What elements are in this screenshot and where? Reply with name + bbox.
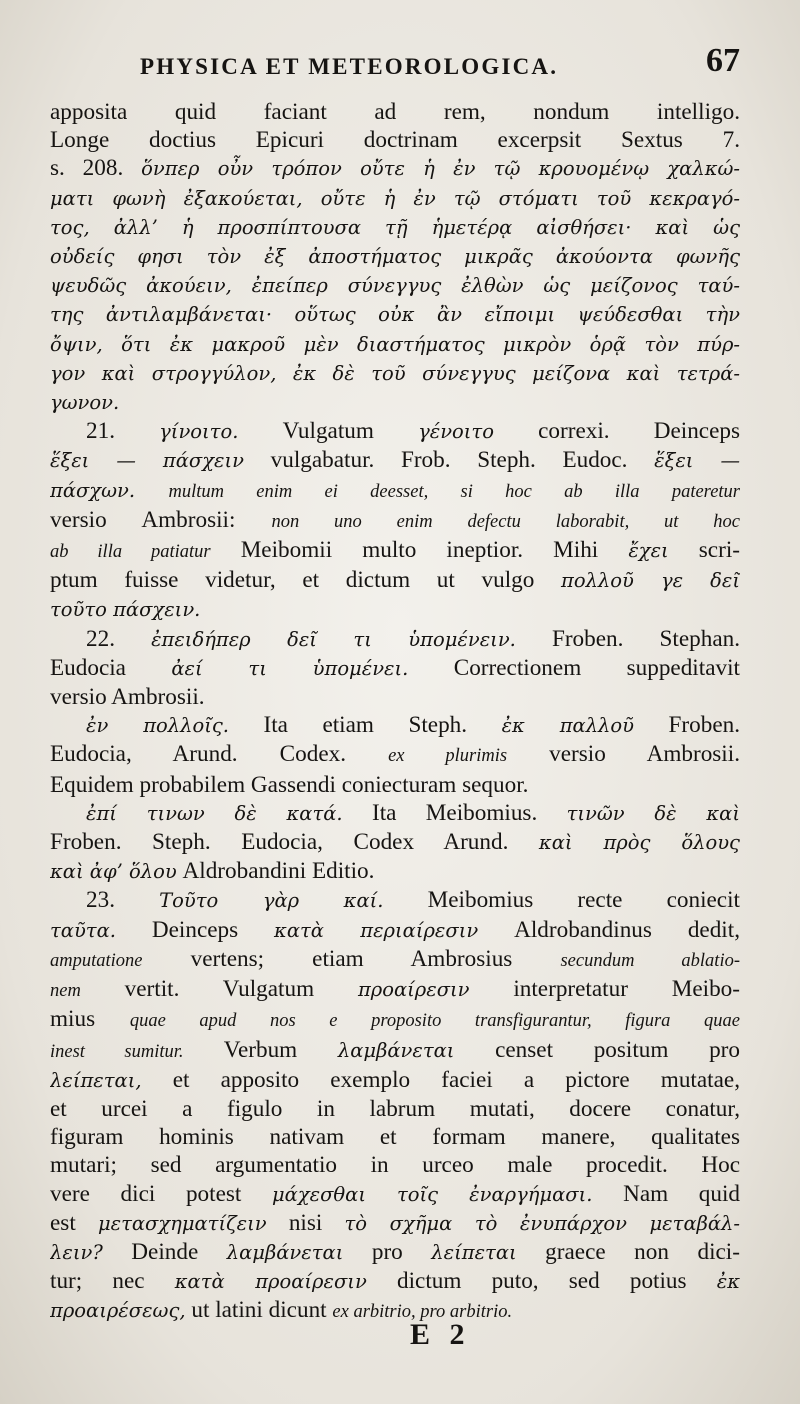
latin-text: s. 208.	[50, 155, 142, 182]
latin-text: 21.	[86, 418, 160, 445]
greek-text: γωνον.	[50, 391, 120, 415]
greek-text: ὄψιν, ὅτι ἐκ μακροῦ μὲν διαστήματος μικρὸν ὁρᾷ τὸν πύρ-	[50, 332, 740, 356]
text-line	[50, 1267, 740, 1296]
greek-text: λείπεται,	[50, 1068, 142, 1092]
latin-text: versio Ambrosii:	[50, 506, 272, 533]
greek-text: λαμβάνεται	[226, 1240, 344, 1264]
text-line	[50, 536, 740, 566]
greek-text: ματι φωνὴ ἐξακούεται, οὔτε ἡ ἐν τῷ στόματι τοῦ κεκραγό-	[50, 186, 740, 210]
latin-text: correxi. Deinceps	[493, 418, 740, 445]
greek-text: ἐκ παλλοῦ	[501, 714, 635, 738]
latin-text: Froben. Steph. Eudocia, Codex Arund.	[50, 829, 539, 856]
text-line	[50, 1005, 740, 1035]
text-line	[50, 1095, 740, 1123]
greek-text: προαίρεσιν	[357, 978, 470, 1002]
latin-text: Longe doctius Epicuri doctrinam excerpsit Sextus 7.	[50, 127, 740, 154]
greek-text: πάσχων.	[50, 478, 136, 502]
latin-text: censet positum pro	[454, 1036, 740, 1063]
greek-text: καὶ ἀφ’ ὅλου	[50, 860, 177, 884]
latin-text: est	[50, 1209, 98, 1236]
text-line	[50, 446, 740, 475]
page-number: 67	[706, 42, 740, 79]
italic-text: secundum ablatio-	[560, 950, 740, 971]
text-line	[50, 1151, 740, 1179]
latin-text: Nam quid	[592, 1180, 740, 1207]
latin-text: nisi	[266, 1209, 345, 1236]
text-line	[50, 506, 740, 536]
text-line	[50, 154, 740, 183]
latin-text: vulgabatur. Frob. Steph. Eudoc.	[243, 447, 655, 474]
italic-text: multum enim ei deesset, si hoc ab illa pateretur	[168, 481, 740, 502]
greek-text: ἀεί τι ὑπομένει.	[171, 656, 409, 680]
text-line	[50, 916, 740, 945]
text-line	[50, 1123, 740, 1151]
greek-text: Τοῦτο γὰρ καί.	[159, 889, 384, 913]
greek-text: πολλοῦ γε δεῖ	[561, 569, 740, 593]
italic-text: amputatione	[50, 950, 143, 971]
greek-text: κατὰ περιαίρεσιν	[274, 918, 479, 942]
text-line	[50, 1036, 740, 1066]
greek-text: μετασχηματίζειν	[97, 1211, 267, 1235]
greek-text: ψευδῶς ἀκούειν, ἐπείπερ σύνεγγυς ἐλθὼν ὡς μείζονος ταύ-	[50, 274, 740, 298]
latin-text: graece non dici-	[516, 1238, 740, 1265]
greek-text: κατὰ προαίρεσιν	[174, 1270, 367, 1294]
text-line	[50, 213, 740, 242]
latin-text: 22.	[86, 625, 152, 652]
latin-text: Vulgatum	[238, 418, 419, 445]
greek-text: λαμβάνεται	[337, 1038, 455, 1062]
latin-text: tur; nec	[50, 1268, 175, 1295]
latin-text: pro	[343, 1238, 432, 1265]
greek-text: τὸ σχῆμα τὸ ἐνυπάρχον μεταβάλ-	[344, 1211, 740, 1235]
latin-text: vere dici potest	[50, 1180, 272, 1207]
text-line	[50, 595, 740, 624]
greek-text: ταῦτα.	[50, 918, 116, 942]
latin-text: et apposito exemplo faciei a pictore mutatae,	[141, 1066, 740, 1093]
latin-text: Equidem probabilem Gassendi coniecturam sequor.	[50, 771, 529, 798]
text-line	[50, 799, 740, 828]
greek-text: λείπεται	[431, 1240, 517, 1264]
text-line	[50, 828, 740, 857]
signature-mark: E 2	[410, 1318, 471, 1351]
greek-text: ἐπειδήπερ δεῖ τι ὑπομένειν.	[151, 627, 516, 651]
text-line	[50, 1296, 740, 1326]
latin-text: Eudocia, Arund. Codex.	[50, 741, 389, 768]
latin-text: mius	[50, 1006, 130, 1033]
greek-text: τινῶν δὲ καὶ	[566, 801, 740, 825]
latin-text: Aldrobandinus dedit,	[478, 916, 740, 943]
latin-text: dictum puto, sed potius	[366, 1268, 717, 1295]
italic-text: quae apud nos e proposito transfigurantur, figura quae	[129, 1011, 740, 1032]
latin-text: 23.	[86, 887, 160, 914]
greek-text: ἕξει — πάσχειν	[50, 449, 244, 473]
latin-text: interpretatur Meibo-	[469, 976, 740, 1003]
italic-text: nem	[50, 981, 81, 1002]
greek-text: μάχεσθαι τοῖς ἐναργήμασι.	[271, 1182, 593, 1206]
text-line	[50, 886, 740, 915]
latin-text: Froben. Stephan.	[515, 625, 740, 652]
latin-text: mutari; sed argumentatio in urceo male procedit. Hoc	[50, 1152, 740, 1179]
text-line	[50, 566, 740, 595]
text-line	[50, 1238, 740, 1267]
body-text	[50, 98, 740, 1327]
latin-text	[135, 477, 168, 503]
latin-text: Deinde	[102, 1238, 227, 1265]
text-line	[50, 242, 740, 271]
text-line	[50, 271, 740, 300]
text-line	[50, 184, 740, 213]
latin-text: Ita etiam Steph.	[229, 712, 502, 739]
greek-text: της ἀντιλαμβάνεται· οὕτως οὐκ ἂν εἴποιμι ψεύδεσθαι τὴν	[50, 303, 740, 327]
latin-text: Verbum	[183, 1036, 338, 1063]
latin-text: Froben.	[634, 712, 740, 739]
text-line	[50, 975, 740, 1005]
text-line	[50, 771, 740, 799]
text-line	[50, 654, 740, 683]
text-line	[50, 945, 740, 975]
text-line	[50, 98, 740, 126]
latin-text: versio Ambrosii.	[50, 684, 205, 711]
text-line	[50, 1209, 740, 1238]
greek-text: γίνοιτο.	[159, 420, 239, 444]
text-line	[50, 1180, 740, 1209]
greek-text: ἔχει	[628, 539, 669, 563]
greek-text: λειν?	[50, 1240, 103, 1264]
latin-text: Meibomii multo ineptior. Mihi	[210, 537, 629, 564]
running-head	[70, 40, 740, 91]
greek-text: τοῦτο πάσχειν.	[50, 598, 201, 622]
latin-text: Eudocia	[50, 654, 172, 681]
running-title: PHYSICA ET METEOROLOGICA.	[140, 54, 559, 79]
greek-text: οὐδείς φησι τὸν ἐξ ἀποστήματος μικρᾶς ἀκούοντα φωνῆς	[50, 245, 740, 269]
greek-text: προαιρέσεως,	[50, 1299, 186, 1323]
text-line	[50, 857, 740, 886]
text-line	[50, 625, 740, 654]
latin-text: Ita Meibomius.	[342, 799, 567, 826]
latin-text: scri-	[668, 537, 740, 564]
text-line	[50, 330, 740, 359]
italic-text: ab illa patiatur	[50, 542, 211, 563]
text-line	[50, 388, 740, 417]
greek-text: γένοιτο	[418, 420, 494, 444]
text-line	[50, 740, 740, 770]
latin-text: ptum fuisse videtur, et dictum ut vulgo	[50, 567, 562, 594]
text-line	[50, 476, 740, 506]
latin-text: Aldrobandini Editio.	[176, 858, 375, 885]
greek-text: τος, ἀλλ’ ἡ προσπίπτουσα τῇ ἡμετέρᾳ αἰσθήσει· καὶ ὡς	[50, 215, 740, 239]
text-line	[50, 359, 740, 388]
latin-text: ut latini dicunt	[185, 1297, 333, 1324]
latin-text: Deinceps	[115, 916, 275, 943]
italic-text: ex plurimis	[388, 746, 508, 767]
latin-text: Meibomius recte coniecit	[383, 887, 740, 914]
greek-text: ὅνπερ οὖν τρόπον οὔτε ἡ ἐν τῷ κρουομένῳ χαλκώ-	[141, 157, 740, 181]
text-line	[50, 126, 740, 154]
latin-text: apposita quid faciant ad rem, nondum intelligo.	[50, 99, 740, 125]
greek-text: ἕξει —	[654, 449, 740, 473]
greek-text: ἐν πολλοῖς.	[86, 714, 229, 738]
italic-text: ex arbitrio, pro arbitrio.	[332, 1302, 513, 1323]
greek-text: ἐκ	[716, 1270, 740, 1294]
text-line	[50, 300, 740, 329]
greek-text: καὶ πρὸς ὅλους	[538, 831, 740, 855]
italic-text: non uno enim defectu laborabit, ut hoc	[271, 511, 740, 532]
latin-text: figuram hominis nativam et formam manere, qualitates	[50, 1124, 740, 1151]
latin-text: et urcei a figulo in labrum mutati, docere conatur,	[50, 1095, 740, 1122]
text-line	[50, 683, 740, 711]
text-line	[50, 417, 740, 446]
latin-text: vertens; etiam Ambrosius	[142, 945, 561, 972]
greek-text: γον καὶ στρογγύλον, ἐκ δὲ τοῦ σύνεγγυς μείζονα καὶ τετρά-	[50, 361, 740, 385]
latin-text: vertit. Vulgatum	[80, 976, 358, 1003]
text-line	[50, 711, 740, 740]
latin-text: versio Ambrosii.	[507, 741, 740, 768]
latin-text: Correctionem suppeditavit	[408, 654, 740, 681]
greek-text: ἐπί τινων δὲ κατά.	[86, 801, 343, 825]
italic-text: inest sumitur.	[50, 1041, 184, 1062]
text-line	[50, 1066, 740, 1095]
